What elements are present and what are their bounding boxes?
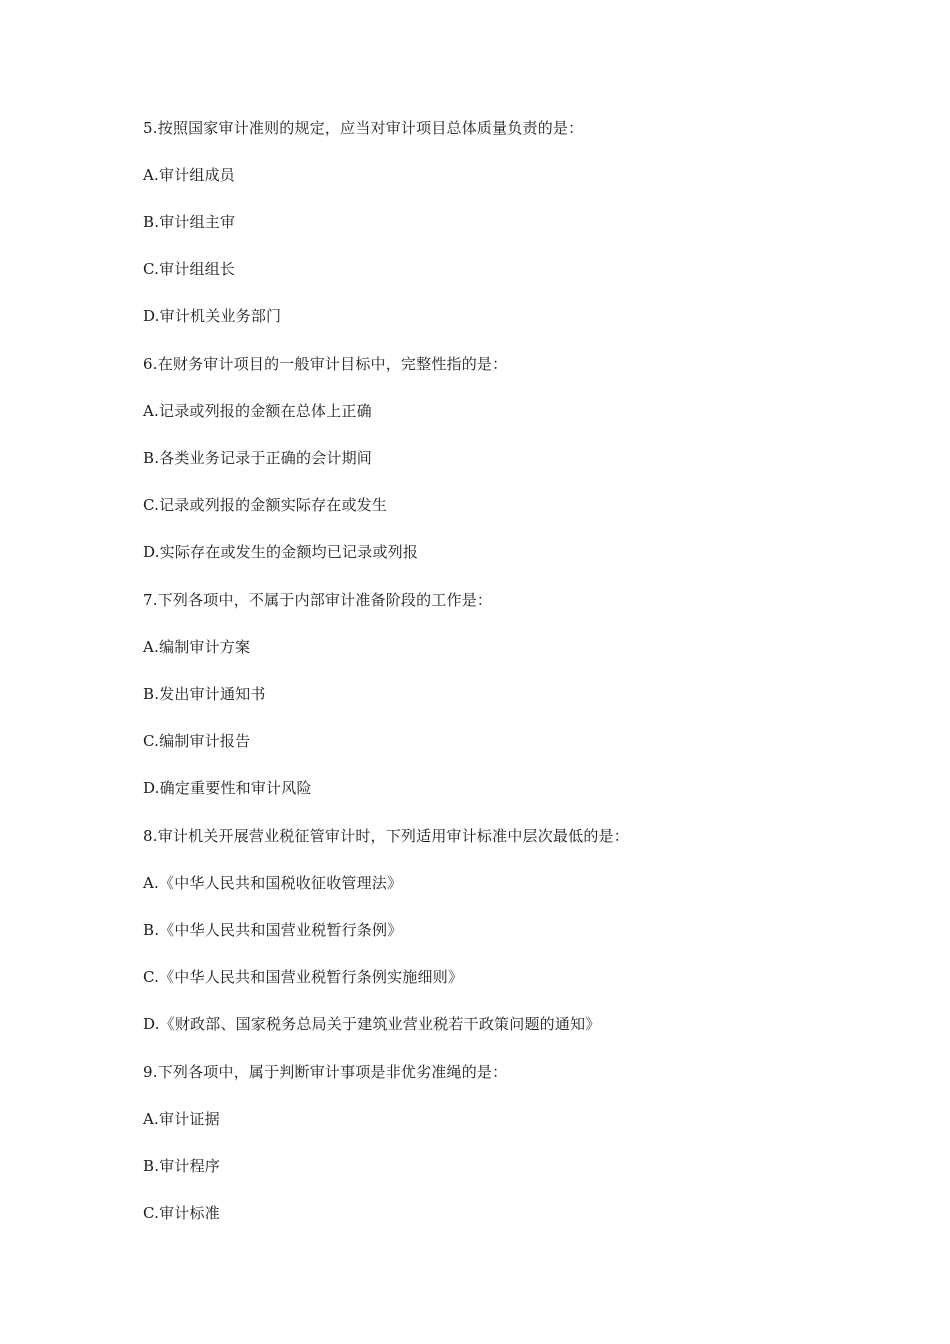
question-8-option-c: C.《中华人民共和国营业税暂行条例实施细则》: [143, 968, 464, 986]
question-8-option-b: B.《中华人民共和国营业税暂行条例》: [143, 921, 403, 939]
question-6-stem: 6.在财务审计项目的一般审计目标中，完整性指的是：: [143, 355, 508, 373]
question-9-option-a: A.审计证据: [143, 1110, 220, 1128]
question-6-option-d: D.实际存在或发生的金额均已记录或列报: [143, 543, 419, 561]
question-7-option-b: B.发出审计通知书: [143, 685, 266, 703]
question-8-option-a: A.《中华人民共和国税收征收管理法》: [143, 874, 403, 892]
question-5-option-c: C.审计组组长: [143, 260, 236, 278]
question-7-option-c: C.编制审计报告: [143, 732, 251, 750]
question-6-option-c: C.记录或列报的金额实际存在或发生: [143, 496, 388, 514]
question-5-stem: 5.按照国家审计准则的规定，应当对审计项目总体质量负责的是：: [143, 119, 584, 137]
question-9-option-c: C.审计标准: [143, 1204, 220, 1222]
question-7-option-a: A.编制审计方案: [143, 638, 251, 656]
question-9-option-b: B.审计程序: [143, 1157, 220, 1175]
question-5-option-a: A.审计组成员: [143, 166, 236, 184]
question-8-stem: 8.审计机关开展营业税征管审计时，下列适用审计标准中层次最低的是：: [143, 827, 629, 845]
question-6-option-a: A.记录或列报的金额在总体上正确: [143, 402, 372, 420]
question-7-option-d: D.确定重要性和审计风险: [143, 779, 312, 797]
question-5-option-d: D.审计机关业务部门: [143, 307, 282, 325]
question-7-stem: 7.下列各项中，不属于内部审计准备阶段的工作是：: [143, 591, 493, 609]
question-5-option-b: B.审计组主审: [143, 213, 236, 231]
question-6-option-b: B.各类业务记录于正确的会计期间: [143, 449, 372, 467]
question-8-option-d: D.《财政部、国家税务总局关于建筑业营业税若干政策问题的通知》: [143, 1015, 601, 1033]
question-9-stem: 9.下列各项中，属于判断审计事项是非优劣准绳的是：: [143, 1063, 508, 1081]
